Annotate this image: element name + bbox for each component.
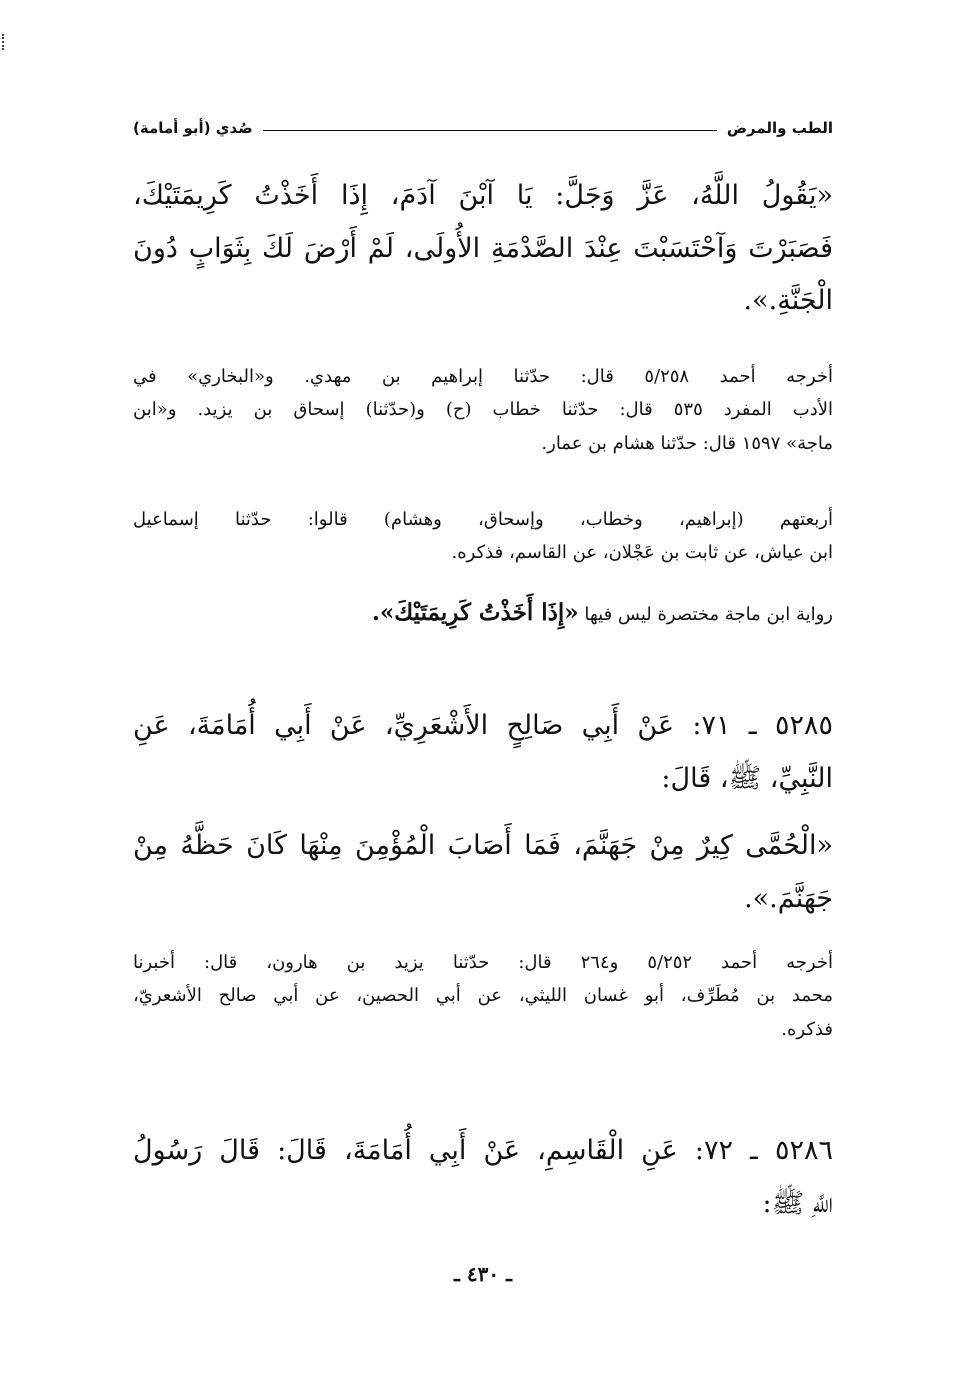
takhrij-2-line: أربعتهم (إبراهيم، وخطاب، وإسحاق، وهشام) قالوا: حدّثنا إسماعيل [133, 509, 833, 530]
takhrij-1-line: أخرجه أحمد ٥/٢٥٨ قال: حدّثنا إبراهيم بن مهدي. و«البخاري» في [133, 366, 833, 387]
header-chapter-title: الطب والمرض [726, 119, 833, 137]
takhrij-1-line: ماجة» ١٥٩٧ قال: حدّثنا هشام بن عمار. [541, 432, 833, 454]
takhrij-3-line [133, 592, 833, 635]
takhrij-paragraph-3 [133, 592, 833, 635]
takhrij-4-line: فذكره. [781, 1018, 833, 1040]
hadith-2-matn-line: جَهَنَّمَ.». [744, 882, 833, 914]
hadith-3-isnad-line: اللَّهِ ﷺ: [762, 1187, 833, 1219]
hadith-2-matn-line: «الْحُمَّى كِيرٌ مِنْ جَهَنَّمَ، فَمَا أَصَابَ الْمُؤْمِنَ مِنْهَا كَانَ حَظَّهُ مِنْ [133, 830, 833, 861]
takhrij-1-line: الأدب المفرد ٥٣٥ قال: حدّثنا خطاب (ح) و(حدّثنا) إسحاق بن يزيد. و«ابن [133, 399, 834, 421]
hadith-1-line: «يَقُولُ اللَّهُ، عَزَّ وَجَلَّ: يَا آبْنَ آدَمَ، إِذَا أَخَذْتُ كَرِيمَتَيْكَ، [133, 180, 833, 211]
hadith-1-line: الْجَنَّةِ.». [743, 285, 833, 317]
takhrij-3-text: رواية ابن ماجة مختصرة ليس فيها [584, 604, 833, 625]
header-rule [263, 130, 717, 131]
takhrij-2-line: ابن عياش، عن ثابت بن عَجْلان، عن القاسم، فذكره. [451, 542, 833, 564]
hadith-2-matn [133, 820, 833, 925]
hadith-3-isnad [133, 1125, 833, 1230]
hadith-3-isnad-line: ٥٢٨٦ ـ ٧٢: عَنِ الْقَاسِمِ، عَنْ أَبِي أُمَامَةَ، قَالَ: قَالَ رَسُولُ [133, 1135, 833, 1166]
header-section-title: صُدي (أبو أمامة) [133, 119, 253, 137]
page-number: ـ ٤٣٠ ـ [454, 1262, 512, 1286]
takhrij-4-line: أخرجه أحمد ٥/٢٥٢ و٢٦٤ قال: حدّثنا يزيد بن هارون، قال: أخبرنا [133, 952, 833, 973]
running-header [133, 112, 833, 144]
hadith-2-isnad-line: ٥٢٨٥ ـ ٧١: عَنْ أَبِي صَالِحٍ الأَشْعَرِيِّ، عَنْ أَبِي أُمَامَةَ، عَنِ [133, 710, 834, 741]
hadith-text-1 [133, 170, 833, 328]
takhrij-paragraph-1 [133, 360, 833, 460]
takhrij-4-line: محمد بن مُطَرِّف، أبو غسان الليثي، عن أبي الحصين، عن أبي صالح الأشعريّ، [133, 985, 833, 1007]
hadith-1-line: فَصَبَرْتَ وَآحْتَسَبْتَ عِنْدَ الصَّدْمَةِ الأُولَى، لَمْ أَرْضَ لَكَ بِثَوَابٍ دُونَ [133, 232, 833, 264]
scan-edge-mark [2, 34, 7, 50]
hadith-2-isnad-line: النَّبِيِّ، ﷺ، قَالَ: [661, 762, 833, 794]
takhrij-paragraph-2 [133, 503, 833, 570]
hadith-2-isnad [133, 700, 833, 805]
takhrij-3-quote: «إِذَا أَخَذْتُ كَرِيمَتَيْكَ». [371, 599, 579, 626]
takhrij-paragraph-4 [133, 946, 833, 1046]
